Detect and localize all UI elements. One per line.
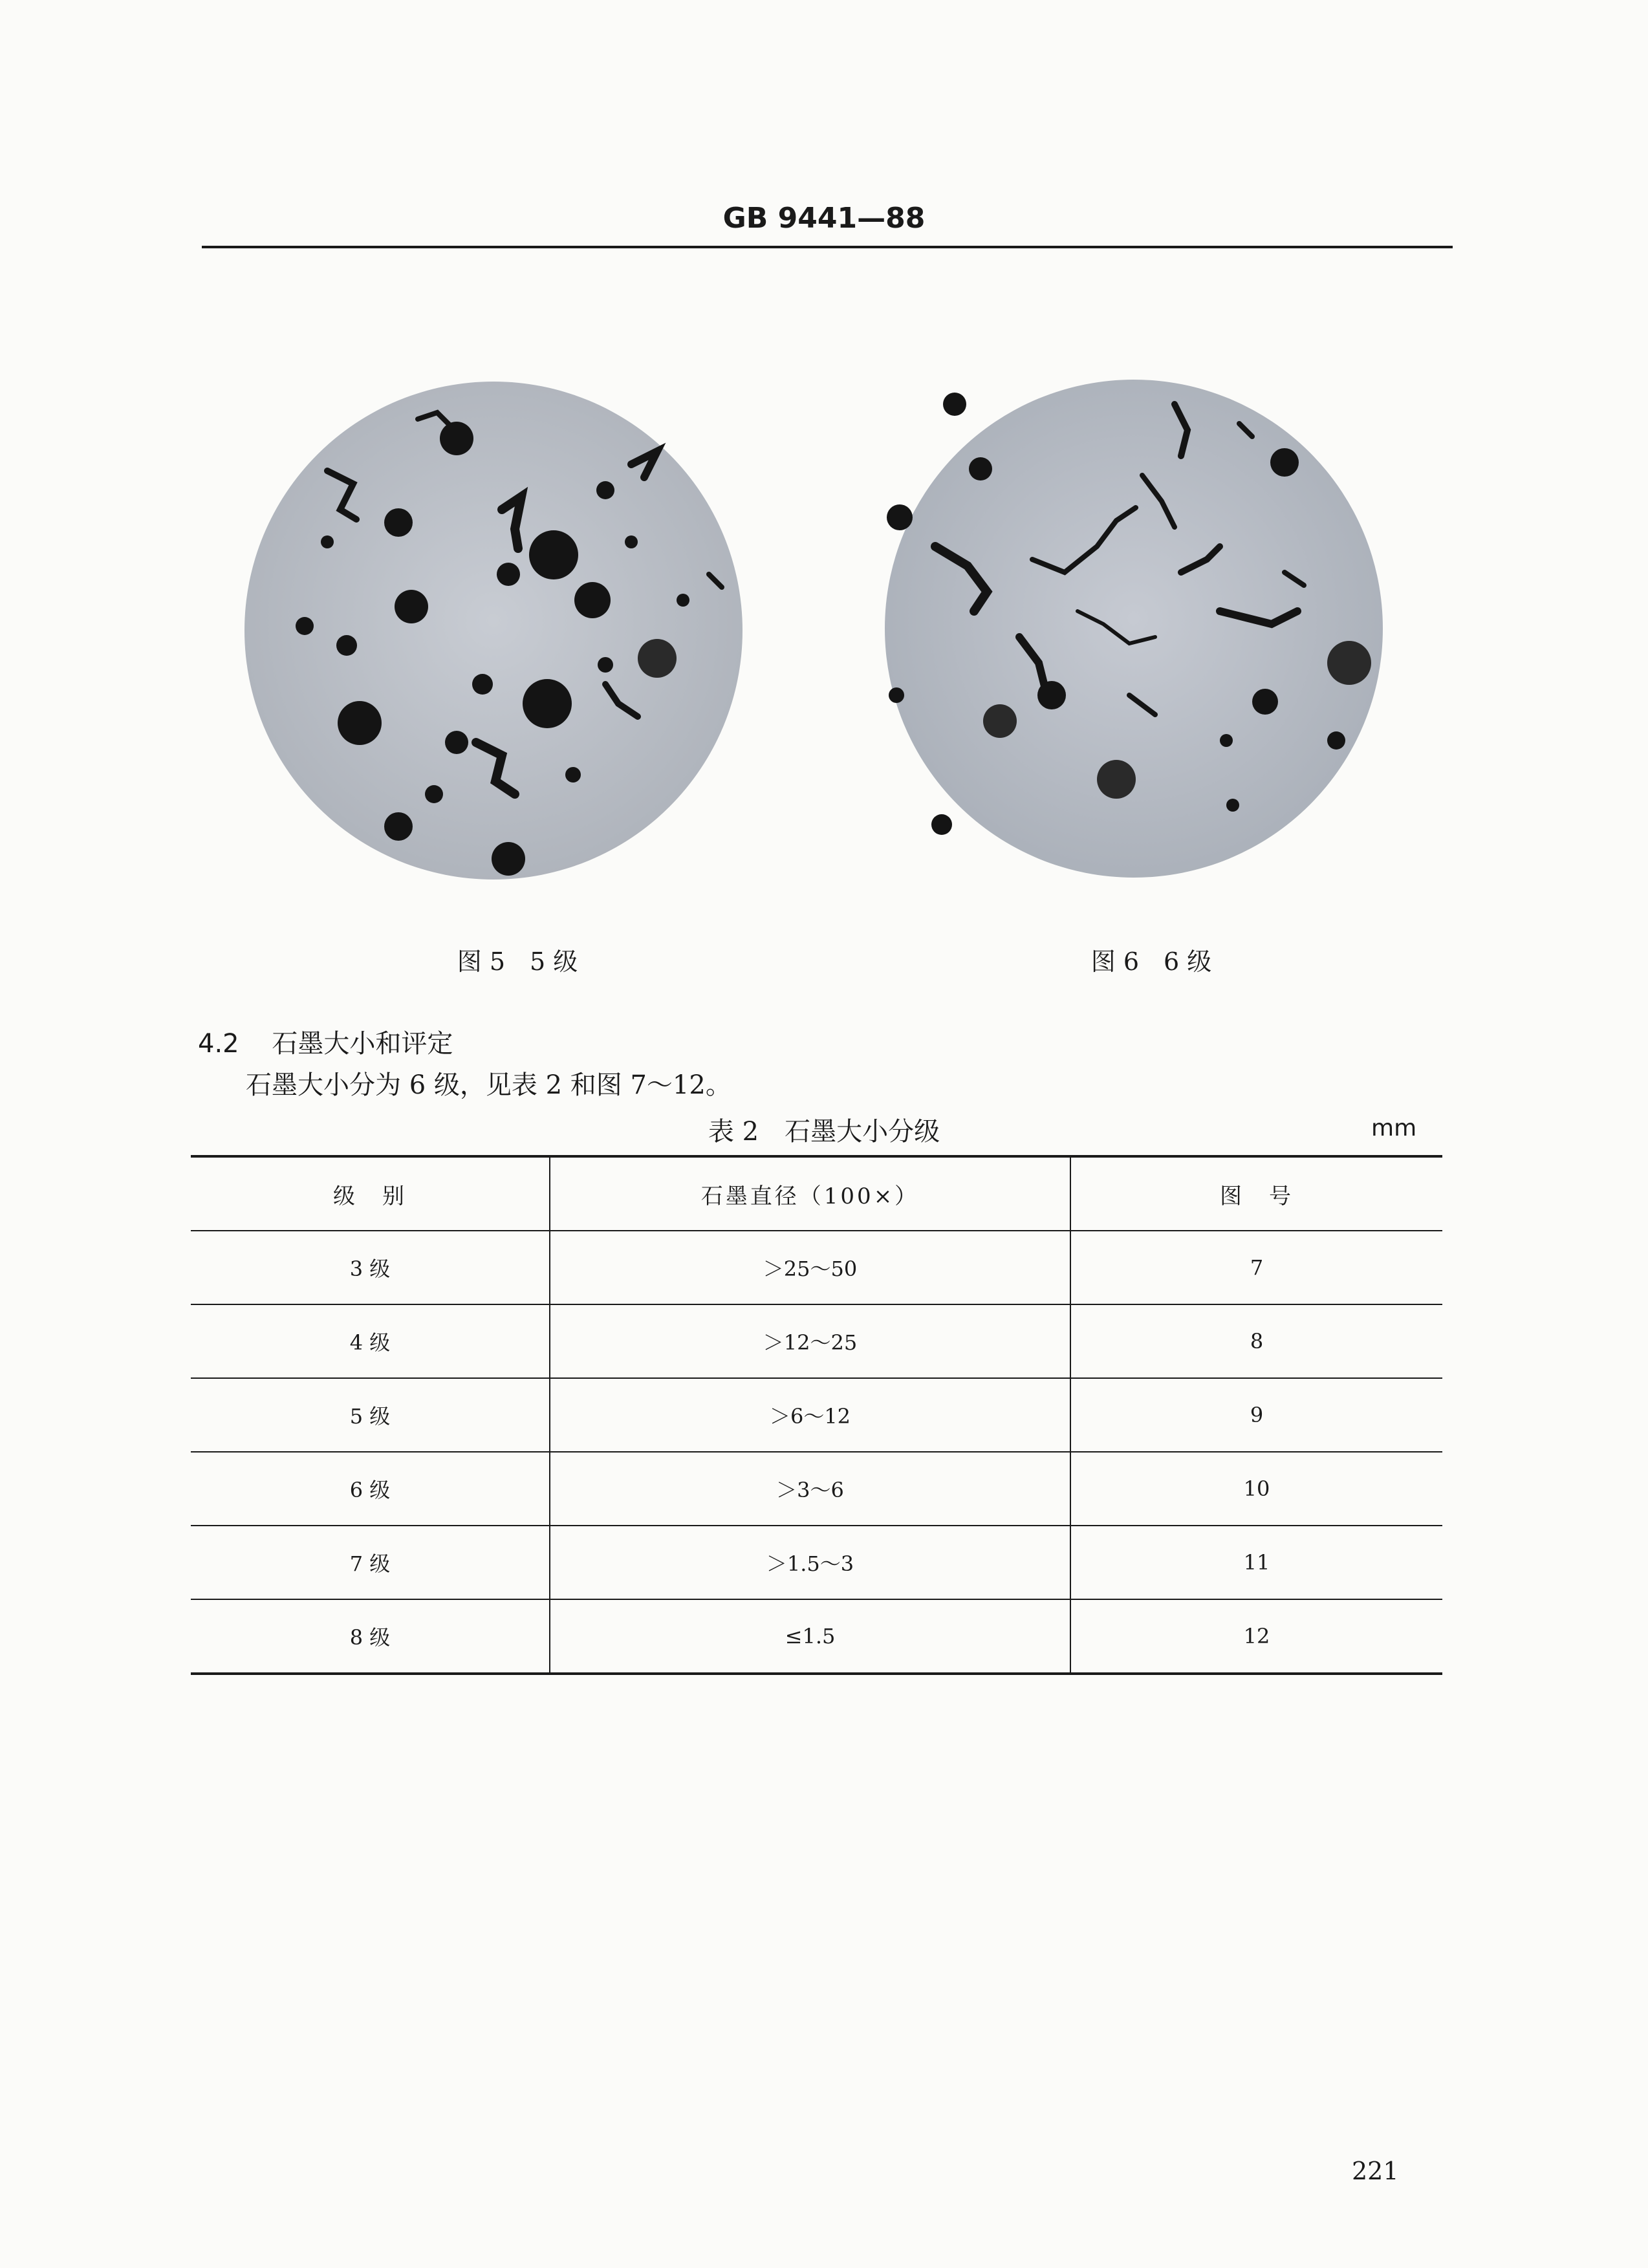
section-body-text: 石墨大小分为 6 级，见表 2 和图 7～12。 <box>246 1070 732 1100</box>
cell-figure-number: 8 <box>1070 1304 1442 1378</box>
cell-figure-number: 7 <box>1070 1231 1442 1304</box>
cell-figure-number: 9 <box>1070 1378 1442 1452</box>
cell-diameter: ≤1.5 <box>550 1599 1070 1674</box>
table-row <box>191 1599 1442 1674</box>
figure-5-caption: 图 5 5 级 <box>457 947 578 976</box>
cell-grade: 8 级 <box>349 1625 391 1650</box>
header-diameter: 石墨直径（100×） <box>550 1156 1070 1231</box>
cell-figure-number: 11 <box>1070 1526 1442 1599</box>
graphite-size-table <box>191 1155 1442 1675</box>
table-row <box>191 1304 1442 1378</box>
table-row <box>191 1378 1442 1452</box>
figure-6-caption: 图 6 6 级 <box>1090 947 1212 976</box>
header-grade: 级 别 <box>333 1183 407 1209</box>
section-number: 4.2 <box>198 1029 239 1059</box>
page-number: 221 <box>1352 2157 1399 2185</box>
micrograph-image-5 <box>243 380 744 881</box>
table-unit: mm <box>1371 1115 1417 1141</box>
cell-diameter: ＞6～12 <box>550 1378 1070 1452</box>
micrograph-image-6 <box>884 378 1384 879</box>
cell-diameter: ＞12～25 <box>550 1304 1070 1378</box>
cell-grade: 3 级 <box>349 1257 391 1281</box>
cell-figure-number: 10 <box>1070 1452 1442 1526</box>
table-caption: 表 2 石墨大小分级 <box>708 1117 940 1147</box>
cell-grade: 4 级 <box>349 1330 391 1355</box>
table-header-row <box>191 1156 1442 1231</box>
cell-grade: 6 级 <box>349 1478 391 1502</box>
cell-diameter: ＞1.5～3 <box>550 1526 1070 1599</box>
table-row <box>191 1452 1442 1526</box>
section-title: 石墨大小和评定 <box>272 1029 453 1059</box>
table-row <box>191 1231 1442 1304</box>
section-heading <box>198 1023 453 1060</box>
document-header-title: GB 9441—88 <box>722 202 926 235</box>
cell-grade: 7 级 <box>349 1551 391 1576</box>
table-row <box>191 1526 1442 1599</box>
cell-figure-number: 12 <box>1070 1599 1442 1674</box>
header-rule <box>202 246 1453 248</box>
micrograph-figure-6 <box>884 378 1384 879</box>
cell-diameter: ＞25～50 <box>550 1231 1070 1304</box>
header-figure-number: 图 号 <box>1070 1156 1442 1231</box>
cell-diameter: ＞3～6 <box>550 1452 1070 1526</box>
micrograph-figure-5 <box>243 380 744 881</box>
cell-grade: 5 级 <box>349 1404 391 1429</box>
